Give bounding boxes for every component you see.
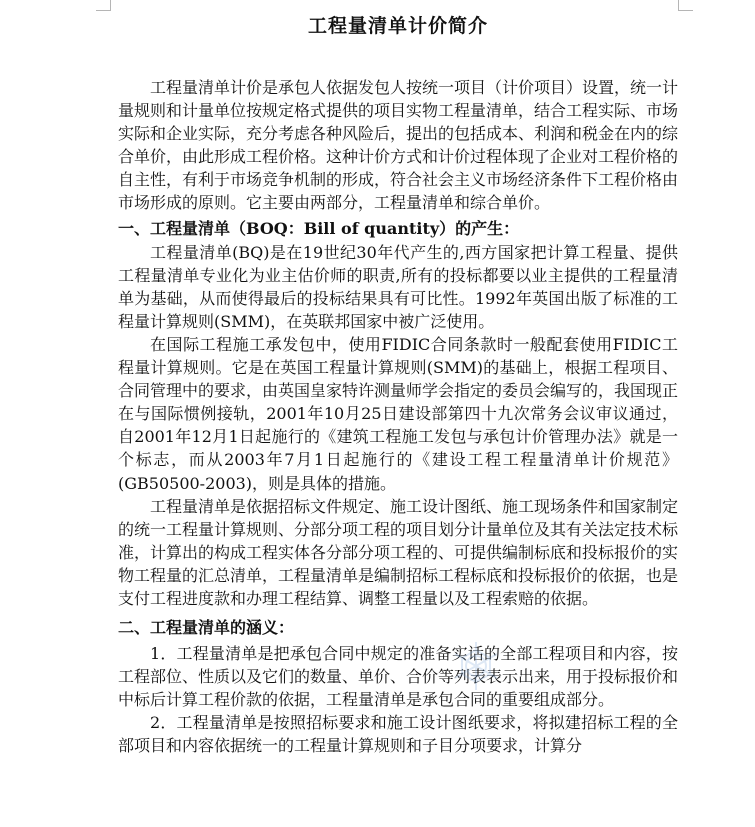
- page-title: 工程量清单计价简介: [307, 15, 488, 37]
- section-1-paragraph-3: 工程量清单是依据招标文件规定、施工设计图纸、施工现场条件和国家制定的统一工程量计算规则、分部分项工程的项目划分计量单位及其有关法定技术标准，计算出的构成工程实体各分部分项工程的、可提供编制标底和投标报价的实物工程量的汇总清单，工程量清单是编制招标工程标底和投标报价的依据，也是支付工程进度款和办理工程结算、调整工程量以及工程索赔的依据。: [118, 496, 679, 608]
- document-page: [118, 10, 678, 758]
- snowflake-watermark-icon: [448, 638, 504, 694]
- intro-paragraph: 工程量清单计价是承包人依据发包人按统一项目（计价项目）设置，统一计量规则和计量单位按规定格式提供的项目实物工程量清单，结合工程实际、市场实际和企业实际，充分考虑各种风险后，提出的包括成本、利润和税金在内的综合单价，由此形成工程价格。这种计价方式和计价过程体现了企业对工程价格的自主性，有利于市场竞争机制的形成，符合社会主义市场经济条件下工程价格由市场形成的原则。它主要由两部分，工程量清单和综合单价。: [118, 78, 679, 213]
- page-corner-mark-right: [678, 0, 693, 11]
- section-2-heading: 二、工程量清单的涵义：: [118, 618, 295, 638]
- section-1-paragraph-2: 在国际工程施工承发包中，使用FIDIC合同条款时一般配套使用FIDIC工程量计算规则。它是在英国工程量计算规则(SMM)的基础上，根据工程项目、合同管理中的要求，由英国皇家特许测量师学会指定的委员会编写的，我国现正在与国际惯例接轨，2001年10月25日建设部第四十九次常务会议审议通过，自2001年12月1日起施行的《建筑工程施工发包与承包计价管理办法》就是一个标志，而从2003年7月1日起施行的《建设工程工程量清单计价规范》(GB50500-2003)，则是具体的措施。: [118, 334, 679, 493]
- section-1-heading: 一、工程量清单（BOQ：Bill of quantity）的产生：: [118, 218, 520, 238]
- section-2-item-2: 2．工程量清单是按照招标要求和施工设计图纸要求，将拟建招标工程的全部项目和内容依据统一的工程量计算规则和子目分项要求，计算分: [118, 713, 678, 756]
- section-2-item-1: 1．工程量清单是把承包合同中规定的准备实话的全部工程项目和内容，按工程部位、性质以及它们的数量、单价、合价等列表表示出来，用于投标报价和中标后计算工程价款的依据，工程量清单是承包合同的重要组成部分。: [118, 644, 679, 710]
- section-1-paragraph-1: 工程量清单(BQ)是在19世纪30年代产生的,西方国家把计算工程量、提供工程量清单专业化为业主估价师的职责,所有的投标都要以业主提供的工程量清单为基础，从而使得最后的投标结果具有可比性。1992年英国出版了标准的工程量计算规则(SMM)，在英联邦国家中被广泛使用。: [118, 242, 678, 331]
- page-corner-mark-left: [96, 0, 111, 11]
